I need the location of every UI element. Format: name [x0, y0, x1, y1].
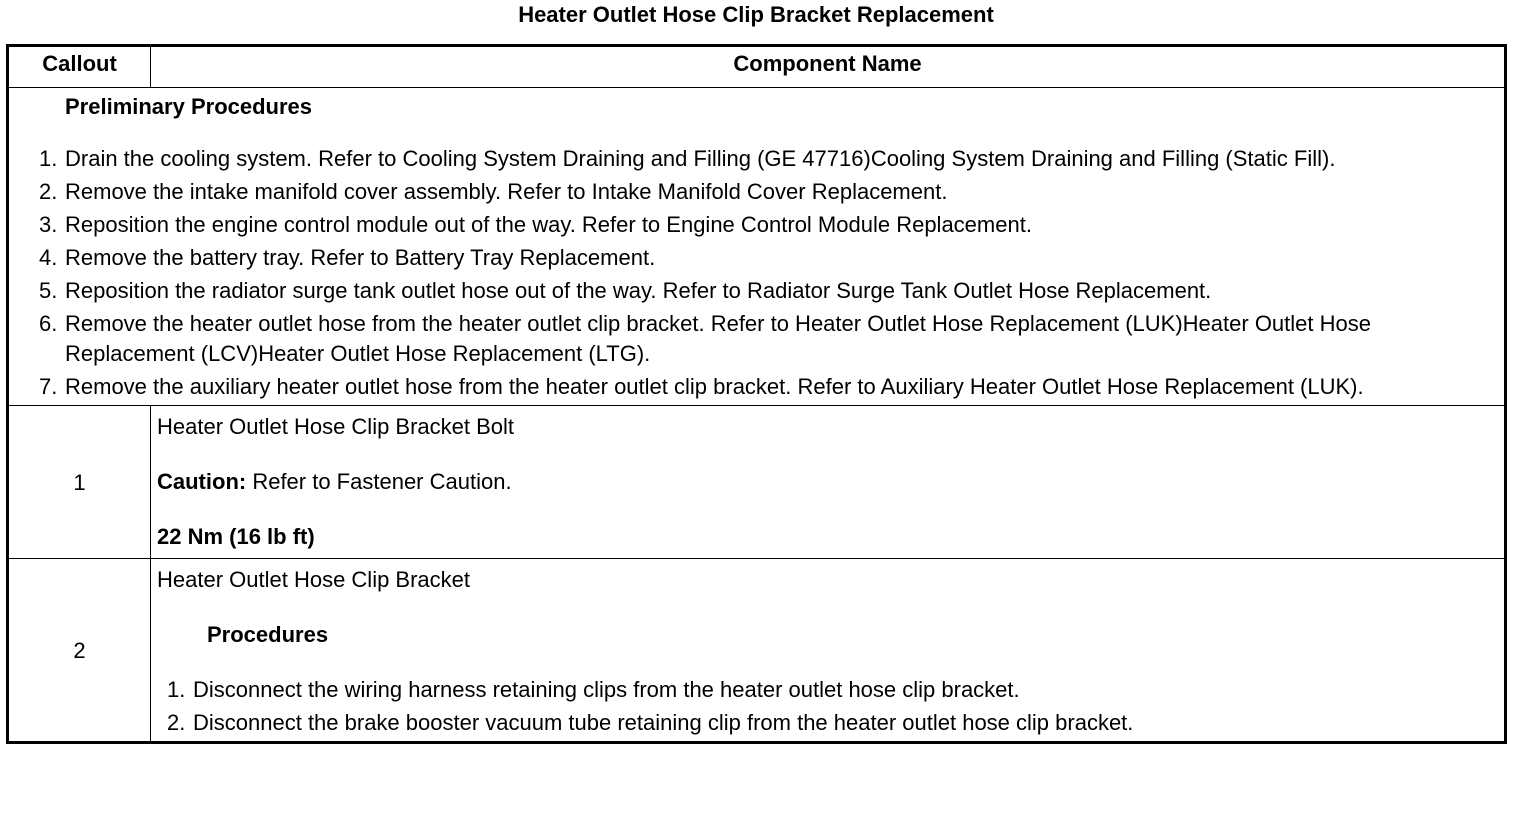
- component-cell: [151, 559, 1506, 743]
- column-header-component-name: Component Name: [151, 46, 1506, 88]
- callout-number: 1: [8, 406, 151, 559]
- step-number: 7.: [39, 374, 58, 399]
- table-row: [8, 559, 1506, 743]
- procedure-table: [6, 44, 1507, 744]
- caution-text: Refer to Fastener Caution.: [246, 469, 512, 494]
- list-item: [29, 144, 1484, 174]
- list-item: [29, 372, 1484, 402]
- step-number: 4.: [39, 245, 58, 270]
- preliminary-procedures-row: [8, 88, 1506, 406]
- preliminary-procedures-cell: [8, 88, 1506, 406]
- table-row: [8, 406, 1506, 559]
- list-item: [157, 708, 1498, 738]
- step-text: Disconnect the wiring harness retaining clips from the heater outlet hose clip bracket.: [193, 677, 1020, 702]
- step-text: Drain the cooling system. Refer to Cooling System Draining and Filling (GE 47716)Cooling System Draining and Filling (Static Fill).: [65, 146, 1336, 171]
- step-number: 1.: [39, 146, 58, 171]
- list-item: [29, 309, 1484, 369]
- preliminary-steps-list: [29, 144, 1484, 402]
- step-text: Remove the heater outlet hose from the heater outlet clip bracket. Refer to Heater Outlet Hose Replacement (LUK)Heater Outlet Hose Replacement (LCV)Heater Outlet Hose Replacement (LTG).: [65, 311, 1371, 366]
- list-item: [157, 675, 1498, 705]
- step-text: Reposition the engine control module out of the way. Refer to Engine Control Module Replacement.: [65, 212, 1032, 237]
- list-item: [29, 243, 1484, 273]
- step-text: Remove the battery tray. Refer to Battery Tray Replacement.: [65, 245, 656, 270]
- callout-number: 2: [8, 559, 151, 743]
- preliminary-procedures-heading: Preliminary Procedures: [65, 94, 313, 119]
- column-header-callout: Callout: [8, 46, 151, 88]
- step-text: Remove the intake manifold cover assembly. Refer to Intake Manifold Cover Replacement.: [65, 179, 948, 204]
- step-number: 6.: [39, 311, 58, 336]
- procedure-steps-list: [157, 675, 1498, 738]
- step-number: 1.: [167, 677, 186, 702]
- list-item: [29, 276, 1484, 306]
- step-text: Disconnect the brake booster vacuum tube retaining clip from the heater outlet hose clip bracket.: [193, 710, 1134, 735]
- page-title: Heater Outlet Hose Clip Bracket Replacement: [518, 2, 994, 27]
- step-number: 2.: [167, 710, 186, 735]
- step-number: 5.: [39, 278, 58, 303]
- table-header-row: [8, 46, 1506, 88]
- component-name: Heater Outlet Hose Clip Bracket Bolt: [157, 414, 515, 439]
- caution-label: Caution:: [157, 469, 247, 494]
- step-number: 3.: [39, 212, 58, 237]
- torque-spec: 22 Nm (16 lb ft): [157, 524, 315, 549]
- procedures-heading: Procedures: [207, 622, 329, 647]
- list-item: [29, 177, 1484, 207]
- list-item: [29, 210, 1484, 240]
- component-name: Heater Outlet Hose Clip Bracket: [157, 567, 471, 592]
- component-cell: [151, 406, 1506, 559]
- step-number: 2.: [39, 179, 58, 204]
- step-text: Reposition the radiator surge tank outlet hose out of the way. Refer to Radiator Surge Tank Outlet Hose Replacement.: [65, 278, 1212, 303]
- step-text: Remove the auxiliary heater outlet hose from the heater outlet clip bracket. Refer to Auxiliary Heater Outlet Hose Replacement (LUK).: [65, 374, 1364, 399]
- caution-note: [157, 467, 1498, 497]
